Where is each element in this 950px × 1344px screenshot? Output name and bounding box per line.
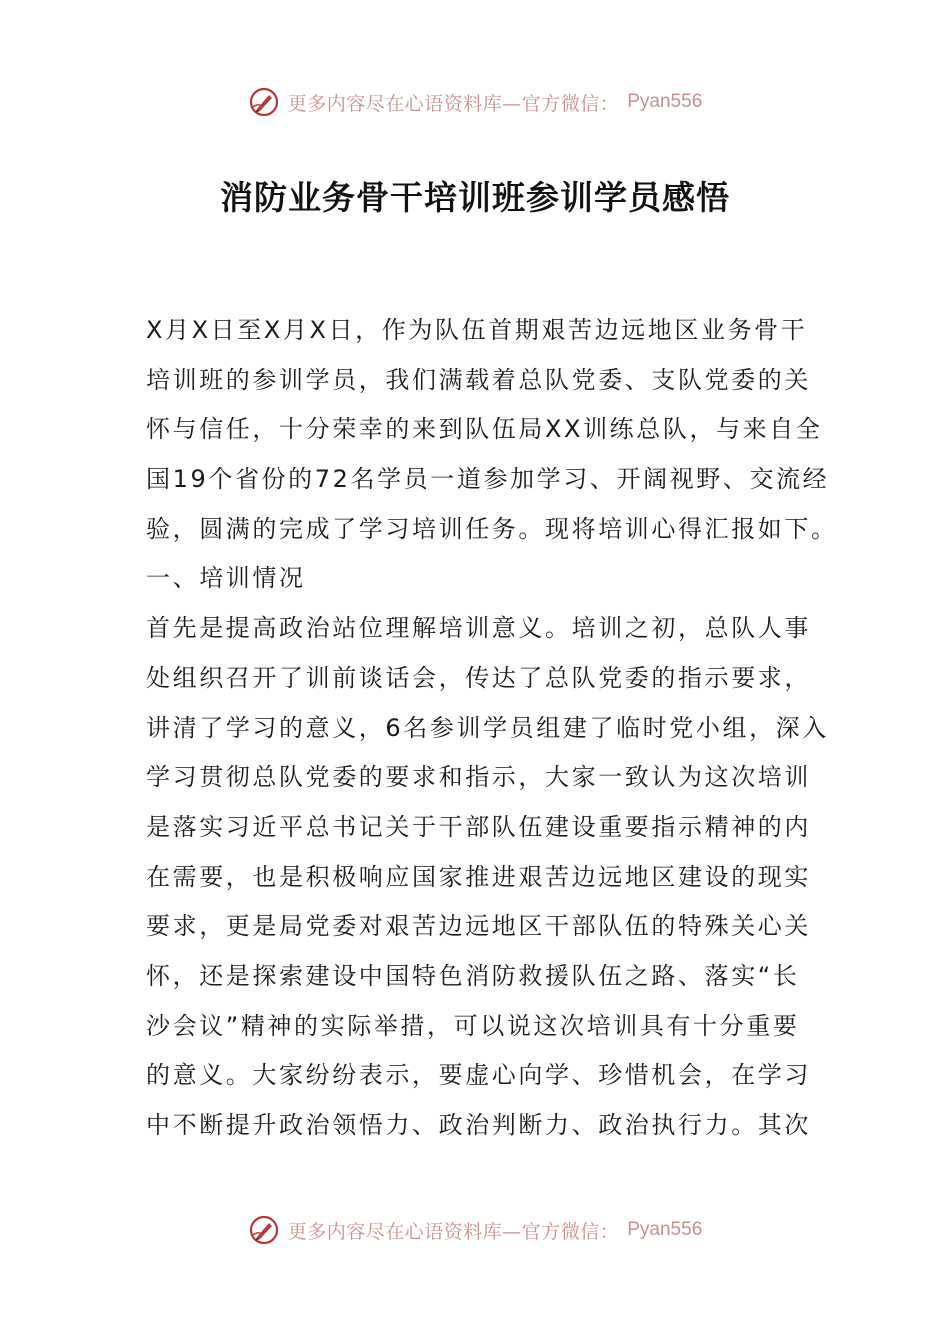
body-line: 处组织召开了训前谈话会，传达了总队党委的指示要求， [146,663,811,692]
watermark-wechat-id: Pyan556 [627,91,703,112]
body-line: 验，圆满的完成了学习培训任务。现将培训心得汇报如下。 [146,514,838,543]
body-line: 国19个省份的72名学员一道参加学习、开阔视野、交流经 [146,465,830,494]
body-line: 沙会议”精神的实际举措，可以说这次培训具有十分重要 [146,1011,800,1040]
watermark-text: 更多内容尽在心语资料库—官方微信： [287,1220,620,1243]
body-line: 在需要，也是积极响应国家推进艰苦边远地区建设的现实 [146,862,811,891]
watermark-text: 更多内容尽在心语资料库—官方微信： [287,92,620,115]
body-line: 学习贯彻总队党委的要求和指示，大家一致认为这次培训 [146,763,811,792]
footer-watermark [0,1210,950,1250]
pen-circle-logo-icon [248,86,280,118]
body-line: X月X日至X月X日，作为队伍首期艰苦边远地区业务骨干 [146,316,808,344]
body-line: 的意义。大家纷纷表示，要虚心向学、珍惜机会，在学习 [146,1061,811,1090]
body-line: 怀与信任，十分荣幸的来到队伍局XX训练总队，与来自全 [146,415,823,444]
body-line: 首先是提高政治站位理解培训意义。培训之初，总队人事 [146,614,811,643]
section-heading: 一、培训情况 [146,564,306,593]
body-line: 是落实习近平总书记关于干部队伍建设重要指示精神的内 [146,812,811,841]
body-line: 培训班的参训学员，我们满载着总队党委、支队党委的关 [146,365,811,394]
document-title: 消防业务骨干培训班参训学员感悟 [220,178,730,217]
body-line: 中不断提升政治领悟力、政治判断力、政治执行力。其次 [146,1111,811,1139]
body-line: 讲清了学习的意义，6名参训学员组建了临时党小组，深入 [146,713,829,742]
body-line: 怀，还是探索建设中国特色消防救援队伍之路、落实“长 [146,961,800,990]
document-body [146,306,838,1151]
header-watermark [0,82,950,122]
pen-circle-logo-icon [248,1214,280,1246]
watermark-wechat-id: Pyan556 [627,1219,703,1240]
body-line: 要求，更是局党委对艰苦边远地区干部队伍的特殊关心关 [146,912,811,941]
